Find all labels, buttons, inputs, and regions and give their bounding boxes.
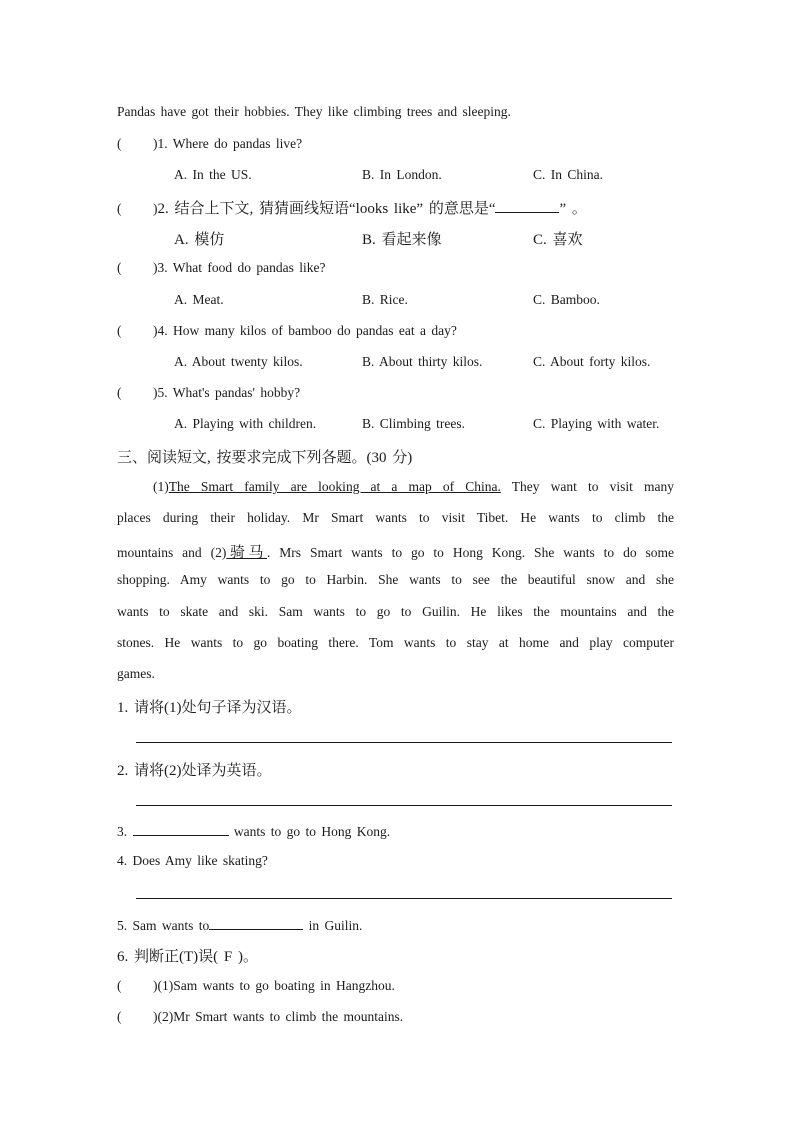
answer-paren-open: ( (117, 1009, 122, 1024)
q1-option-b: B. In London. (362, 167, 442, 182)
question-2 (117, 197, 587, 218)
tf-text: (1)Sam wants to go boating in Hangzhou. (157, 978, 395, 993)
q2-option-a: A. 模仿 (174, 232, 225, 248)
task-4: 4. Does Amy like skating? (117, 853, 268, 868)
underlined-phrase: 骑马 (226, 545, 267, 561)
q3-option-a: A. Meat. (174, 292, 224, 307)
answer-paren-open: ( (117, 978, 122, 993)
task-number: 3. (117, 824, 128, 839)
q5-option-b: B. Climbing trees. (362, 416, 465, 431)
answer-paren-close: ) (153, 136, 158, 151)
tf-item-1 (117, 978, 395, 994)
tf-item-2 (117, 1009, 403, 1025)
question-text: 2. 结合上下文, 猜猜画线短语“looks like” 的意思是“ (157, 201, 496, 217)
task-text: wants to go to Hong Kong. (228, 824, 391, 839)
passage-line-1 (117, 479, 674, 495)
q3-option-b: B. Rice. (362, 292, 408, 307)
section-heading: 三、阅读短文, 按要求完成下列各题。(30 分) (117, 450, 413, 466)
fill-blank[interactable] (495, 199, 559, 213)
answer-paren-close: ) (153, 323, 158, 338)
task-3 (117, 822, 390, 840)
passage-text: mountains and (2) (117, 545, 227, 560)
answer-paren-open: ( (117, 385, 122, 400)
marker-1: (1) (153, 479, 169, 494)
intro-line: Pandas have got their hobbies. They like climbing trees and sleeping. (117, 104, 511, 119)
answer-paren-open: ( (117, 323, 122, 338)
q2-option-b: B. 看起来像 (362, 232, 442, 248)
q4-option-a: A. About twenty kilos. (174, 354, 303, 369)
answer-paren-close: ) (153, 201, 158, 216)
task-text: in Guilin. (303, 918, 363, 933)
task-1: 1. 请将(1)处句子译为汉语。 (117, 700, 302, 716)
answer-paren-open: ( (117, 201, 122, 216)
answer-paren-close: ) (153, 1009, 158, 1024)
q4-option-b: B. About thirty kilos. (362, 354, 483, 369)
underlined-sentence: The Smart family are looking at a map of China. (168, 479, 501, 494)
question-text: 4. How many kilos of bamboo do pandas eat a day? (157, 323, 457, 338)
q5-option-a: A. Playing with children. (174, 416, 317, 431)
answer-paren-open: ( (117, 260, 122, 275)
question-text: 3. What food do pandas like? (157, 260, 326, 275)
task-6: 6. 判断正(T)误( F )。 (117, 949, 258, 965)
tf-text: (2)Mr Smart wants to climb the mountains. (157, 1009, 404, 1024)
passage-line-2: places during their holiday. Mr Smart wants to visit Tibet. He wants to climb the (117, 510, 674, 525)
question-text: 1. Where do pandas live? (157, 136, 303, 151)
question-text-end: ” 。 (559, 201, 587, 217)
q3-option-c: C. Bamboo. (533, 292, 600, 307)
fill-blank[interactable] (133, 822, 229, 836)
q4-option-c: C. About forty kilos. (533, 354, 651, 369)
answer-paren-open: ( (117, 136, 122, 151)
q5-option-c: C. Playing with water. (533, 416, 660, 431)
question-5 (117, 385, 300, 401)
question-1 (117, 136, 302, 152)
question-text: 5. What's pandas' hobby? (157, 385, 301, 400)
question-4 (117, 323, 457, 339)
q1-option-a: A. In the US. (174, 167, 252, 182)
passage-line-6: stones. He wants to go boating there. Tom wants to stay at home and play computer (117, 635, 674, 650)
passage-text: They want to visit many (500, 479, 674, 494)
passage-line-5: wants to skate and ski. Sam wants to go to Guilin. He likes the mountains and the (117, 604, 674, 619)
passage-line-7: games. (117, 666, 155, 681)
q2-option-c: C. 喜欢 (533, 232, 583, 248)
q1-option-c: C. In China. (533, 167, 603, 182)
fill-blank[interactable] (209, 916, 303, 930)
answer-paren-close: ) (153, 385, 158, 400)
task-2: 2. 请将(2)处译为英语。 (117, 763, 272, 779)
answer-paren-close: ) (153, 978, 158, 993)
answer-paren-close: ) (153, 260, 158, 275)
answer-line-1[interactable] (136, 742, 672, 743)
passage-line-4: shopping. Amy wants to go to Harbin. She wants to see the beautiful snow and she (117, 572, 674, 587)
answer-line-2[interactable] (136, 805, 672, 806)
passage-line-3 (117, 541, 674, 562)
task-text: 5. Sam wants to (117, 918, 210, 933)
task-5 (117, 916, 362, 934)
question-3 (117, 260, 325, 276)
answer-line-4[interactable] (136, 898, 672, 899)
passage-text: . Mrs Smart wants to go to Hong Kong. She wants to do some (267, 545, 674, 560)
